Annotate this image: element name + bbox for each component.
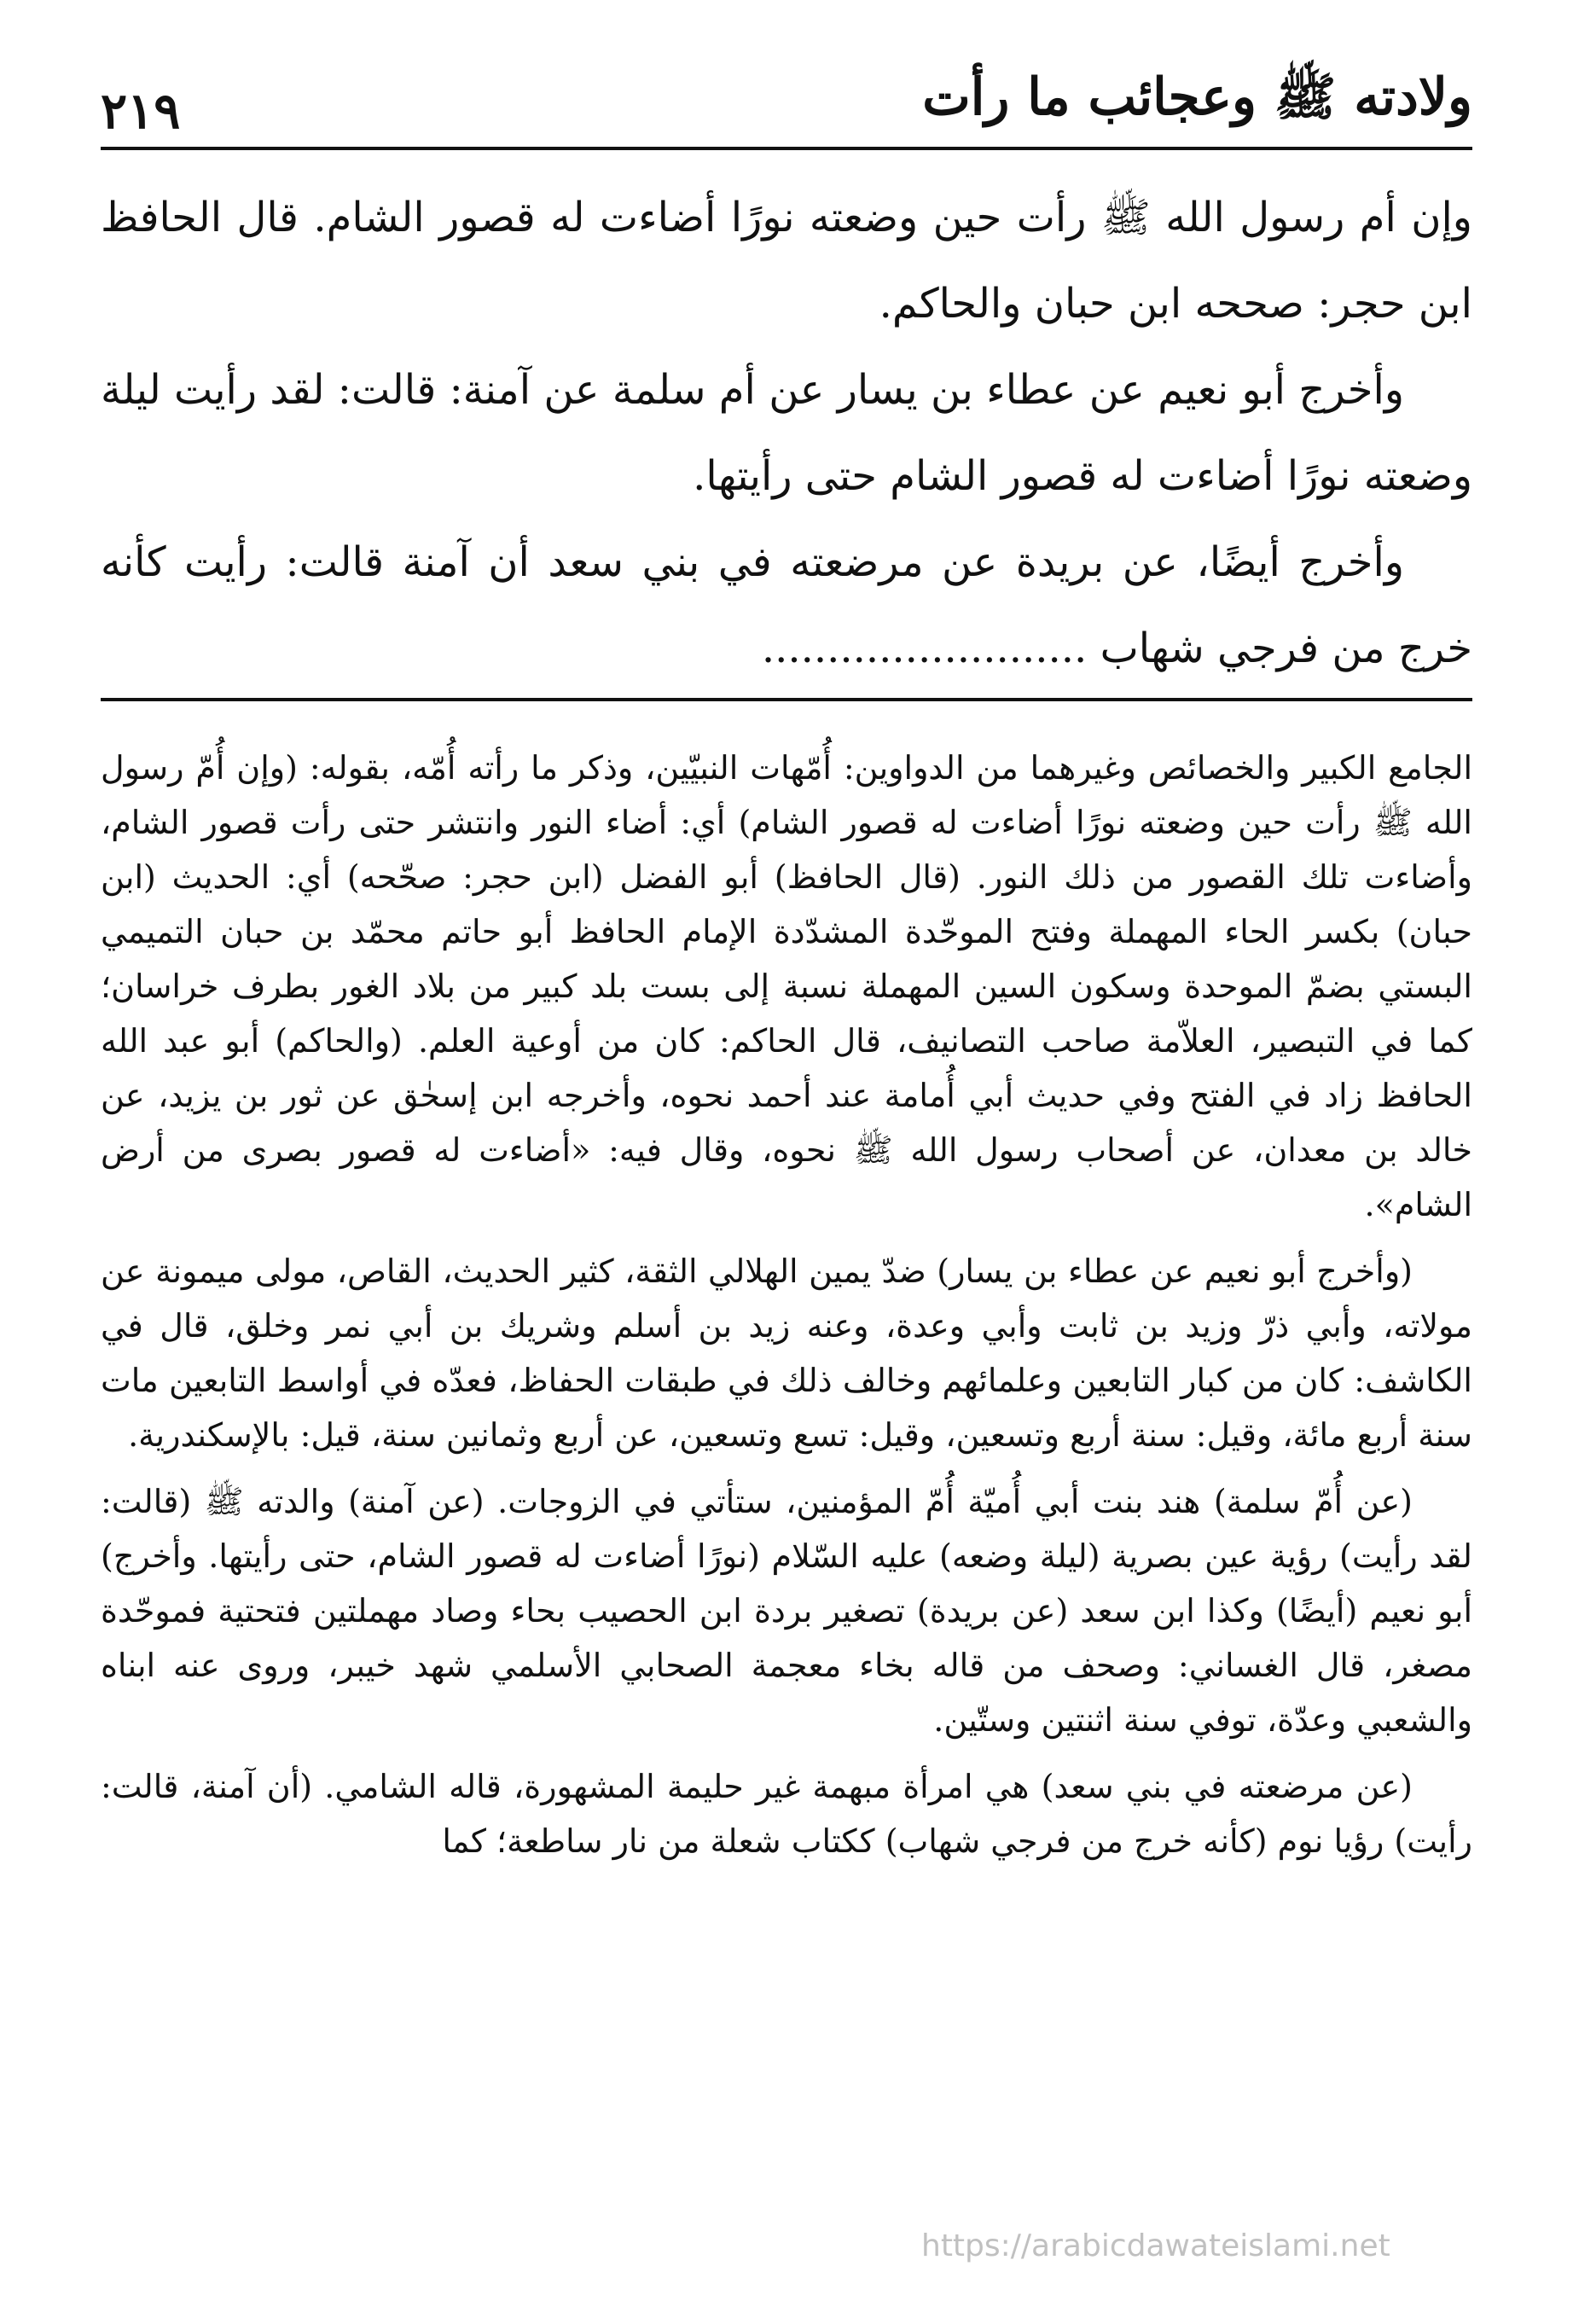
continuation-dots: .........................	[761, 625, 1088, 672]
commentary-text	[101, 741, 1472, 1880]
page-header	[101, 68, 1472, 150]
commentary-paragraph: (عن أُمّ سلمة) هند بنت أبي أُميّة أُمّ المؤمنين، ستأتي في الزوجات. (عن آمنة) والدته ﷺ (قالت: لقد رأيت) رؤية عين بصرية (ليلة وضعه) عليه السّلام (نورًا أضاءت له قصور الشام، حتى رأيتها. وأخرج) أبو نعيم (أيضًا) وكذا ابن سعد (عن بريدة) تصغير بردة ابن الحصيب بحاء وصاد مهملتين فتحتية فموحّدة مصغر، قال الغساني: وصحف من قاله بخاء معجمة الصحابي الأسلمي شهد خيبر، وروى عنه ابناه والشعبي وعدّة، توفي سنة اثنتين وستّين.	[101, 1483, 1472, 1739]
main-text	[101, 175, 1472, 692]
commentary-paragraph: (عن مرضعته في بني سعد) هي امرأة مبهمة غير حليمة المشهورة، قاله الشامي. (أن آمنة، قالت: رأيت) رؤيا نوم (كأنه خرج من فرجي شهاب) ككتاب شعلة من نار ساطعة؛ كما	[101, 1768, 1472, 1860]
text-separator	[101, 698, 1472, 701]
main-paragraph	[101, 520, 1472, 692]
main-paragraph: وأخرج أبو نعيم عن عطاء بن يسار عن أم سلمة عن آمنة: قالت: لقد رأيت ليلة وضعته نورًا أضاءت له قصور الشام حتى رأيتها.	[101, 366, 1472, 500]
main-paragraph-text: وأخرج أيضًا، عن بريدة عن مرضعته في بني سعد أن آمنة قالت: رأيت كأنه خرج من فرجي شهاب	[101, 538, 1472, 672]
commentary-paragraph: (وأخرج أبو نعيم عن عطاء بن يسار) ضدّ يمين الهلالي الثقة، كثير الحديث، القاص، مولى ميمونة عن مولاته، وأبي ذرّ وزيد بن ثابت وأبي وعدة، وعنه زيد بن أسلم وشريك بن أبي نمر وخلق، قال في الكاشف: كان من كبار التابعين وعلمائهم وخالف ذلك في طبقات الحفاظ، فعدّه في أواسط التابعين مات سنة أربع مائة، وقيل: سنة أربع وتسعين، وقيل: تسع وتسعين، عن أربع وثمانين سنة، قيل: بالإسكندرية.	[101, 1252, 1472, 1454]
chapter-title: ولادته ﷺ وعجائب ما رأت	[922, 67, 1472, 127]
page-number: ٢١٩	[101, 82, 181, 140]
commentary-paragraph: الجامع الكبير والخصائص وغيرهما من الدواوين: أُمّهات النبيّين، وذكر ما رأته أُمّه، بقوله: (وإن أُمّ رسول الله ﷺ رأت حين وضعته نورًا أضاءت له قصور الشام) أي: أضاء النور وانتشر حتى رأت قصور الشام، وأضاءت تلك القصور من ذلك النور. (قال الحافظ) أبو الفضل (ابن حجر: صحّحه) أي: الحديث (ابن حبان) بكسر الحاء المهملة وفتح الموحّدة المشدّدة الإمام الحافظ أبو حاتم محمّد بن حبان التميمي البستي بضمّ الموحدة وسكون السين المهملة نسبة إلى بست بلد كبير من بلاد الغور بطرف خراسان؛ كما في التبصير، العلاّمة صاحب التصانيف، قال الحاكم: كان من أوعية العلم. (والحاكم) أبو عبد الله الحافظ زاد في الفتح وفي حديث أبي أُمامة عند أحمد نحوه، وأخرجه ابن إسحٰق عن ثور بن يزيد، عن خالد بن معدان، عن أصحاب رسول الله ﷺ نحوه، وقال فيه: «أضاءت له قصور بصرى من أرض الشام».	[101, 749, 1472, 1223]
watermark-url: https://arabicdawateislami.net	[921, 2228, 1390, 2263]
main-paragraph: وإن أم رسول الله ﷺ رأت حين وضعته نورًا أضاءت له قصور الشام. قال الحافظ ابن حجر: صححه ابن حبان والحاكم.	[101, 194, 1472, 328]
